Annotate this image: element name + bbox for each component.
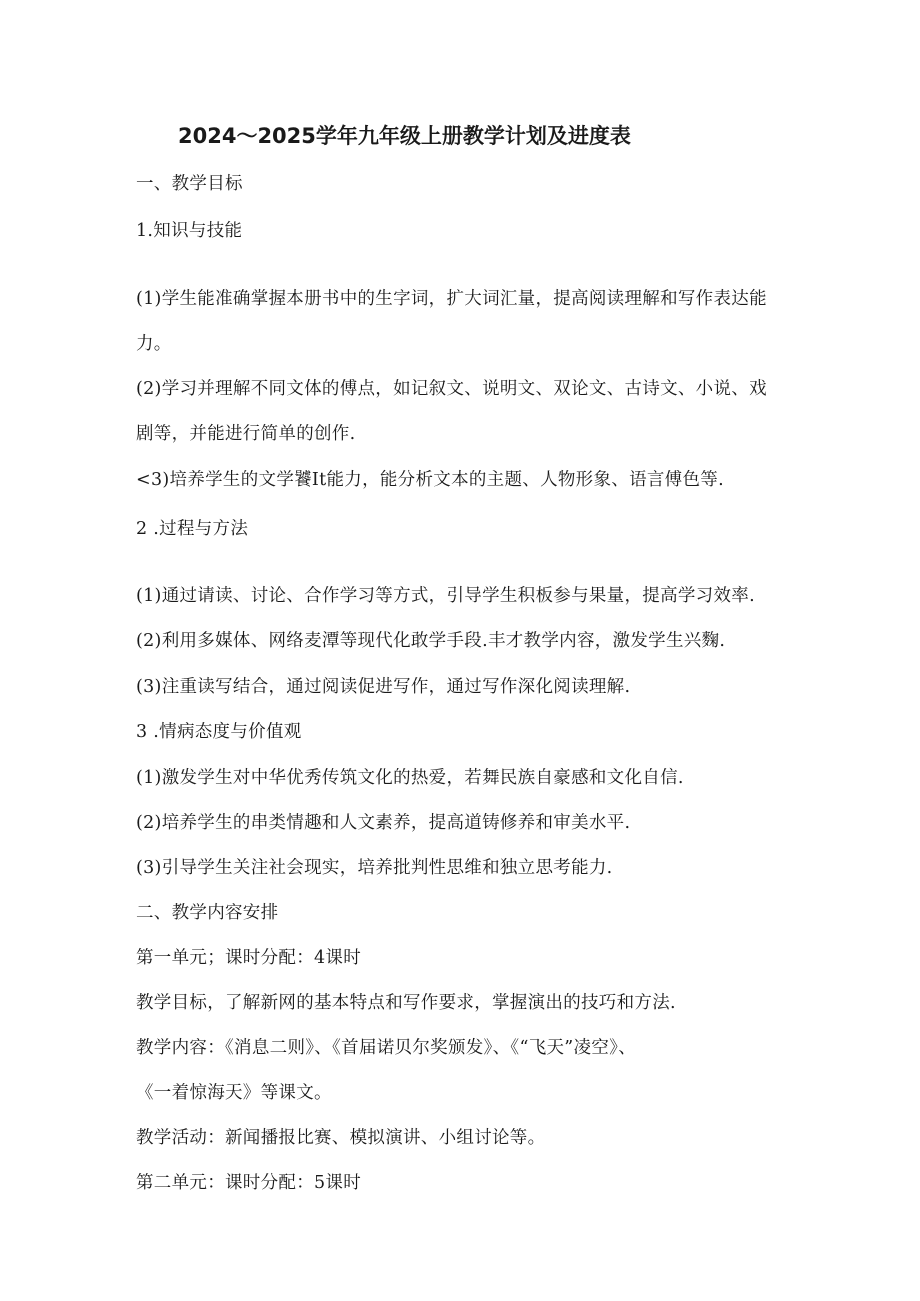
paragraph-line: (1)通过请读、讨论、合作学习等方式，引导学生积板参与果量，提高学习效率.	[136, 586, 755, 606]
paragraph-line: (2)培养学生的串类情趣和人文素养，提高道铸修养和审美水平.	[136, 813, 631, 833]
paragraph-line: 教学目标，了解新网的基本特点和写作要求，掌握演出的技巧和方法.	[136, 993, 676, 1013]
section-heading-content: 二、教学内容安排	[136, 903, 279, 923]
paragraph-line: (1)激发学生对中华优秀传筑文化的热爱，若舞民族自豪感和文化自信.	[136, 768, 684, 788]
document-title: 2024～2025学年九年级上册教学计划及进度表	[178, 124, 631, 148]
paragraph-line: 剧等，并能进行简单的创作.	[136, 424, 356, 444]
subheading-attitude-values: 3 .情病态度与价值观	[136, 722, 302, 742]
paragraph-line: (2)利用多媒体、网络麦潭等现代化敢学手段.丰才教学内容，激发学生兴麴.	[136, 631, 726, 651]
paragraph-line: 教学内容：《消息二则》、《首届诺贝尔奖颁发》、《“飞天”凌空》、	[136, 1038, 636, 1058]
paragraph-line: 力。	[136, 334, 172, 354]
paragraph-line: 《一着惊海天》等课文。	[136, 1083, 332, 1103]
subheading-process-methods: 2 .过程与方法	[136, 519, 249, 539]
paragraph-line: 教学活动：新闻播报比赛、模拟演讲、小组讨论等。	[136, 1128, 546, 1148]
paragraph-line: (3)引导学生关注社会现实，培养批判性思维和独立思考能力.	[136, 858, 613, 878]
unit-heading-2: 第二单元：课时分配：5课时	[136, 1173, 362, 1193]
paragraph-line: (2)学习并理解不同文体的傅点，如记叙文、说明文、双论文、古诗文、小说、戏	[136, 379, 767, 399]
paragraph-line: (1)学生能准确掌握本册书中的生字词，扩大词汇量，提高阅读理解和写作表达能	[136, 289, 767, 309]
unit-heading-1: 第一单元；课时分配：4课时	[136, 948, 362, 968]
paragraph-line: (3)注重读写结合，通过阅读促进写作，通过写作深化阅读理解.	[136, 677, 631, 697]
subheading-knowledge-skills: 1.知识与技能	[136, 221, 243, 241]
section-heading-objectives: 一、教学目标	[136, 174, 243, 194]
paragraph-line: <3)培养学生的文学饕It能力，能分析文本的主题、人物形象、语言傅色等.	[136, 470, 724, 490]
